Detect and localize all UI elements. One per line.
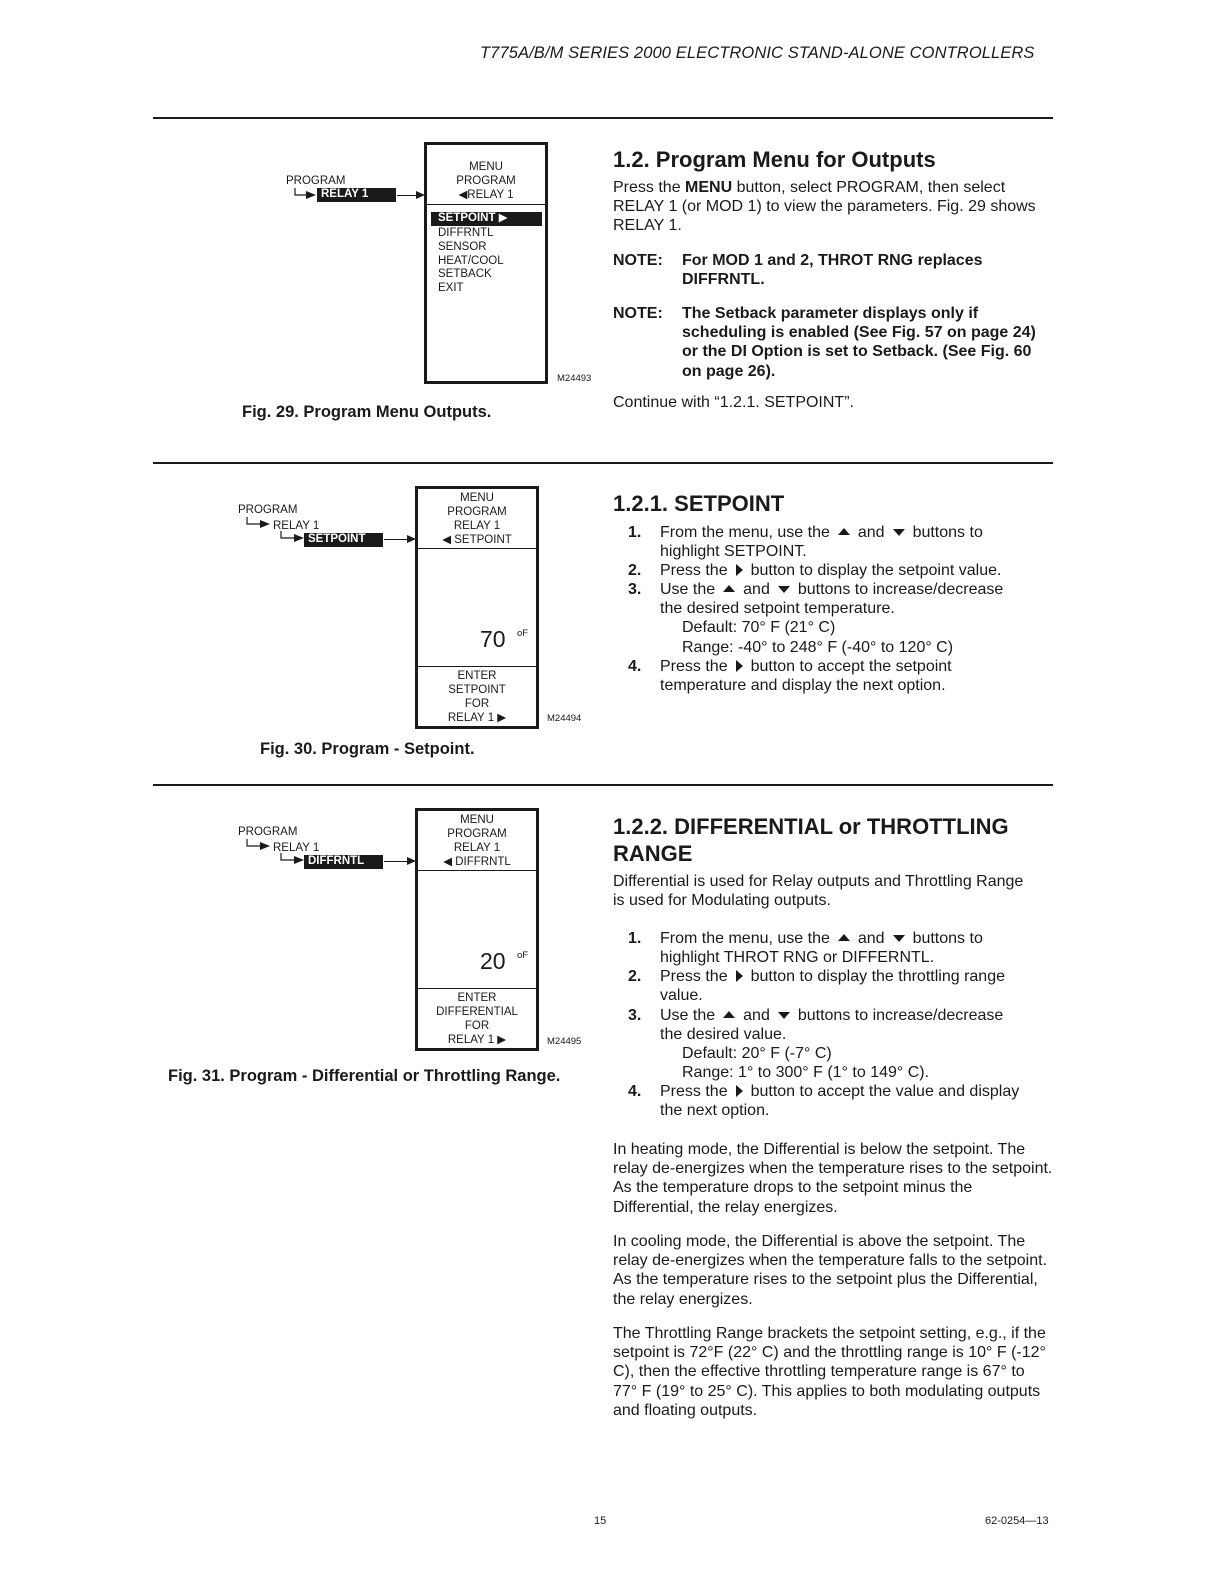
lcd-line: RELAY 1 ▶ [447,1034,507,1046]
page-number: 15 [594,1515,607,1527]
path-program: PROGRAM [238,504,298,516]
lcd-line: RELAY 1 [453,520,501,532]
path-item-highlight: DIFFRNTL [304,855,383,869]
lcd-line: SETPOINT [448,684,506,696]
step-3: 3. Use the and buttons to increase/decrease the desired value. [628,1007,1004,1044]
document-number: 62-0254—13 [985,1515,1049,1527]
lcd-line: MENU [469,161,503,173]
lcd-separator [418,870,536,871]
right-arrow-icon [736,660,743,672]
lcd-line: DIFFERENTIAL [436,1006,518,1018]
step-4: 4. Press the button to accept the value and display the next option. [628,1083,1020,1120]
lcd-display [415,808,539,1051]
connector-line [384,539,408,540]
step-3: 3. Use the and buttons to increase/decrease the desired setpoint temperature. [628,581,1004,618]
paragraph: Press the MENU button, select PROGRAM, then select RELAY 1 (or MOD 1) to view the parameters. Fig. 29 shows RELAY 1. [613,179,1036,235]
path-branch-icon [280,853,306,865]
up-arrow-icon [838,934,850,941]
right-triangle-icon: ▶ [498,212,508,224]
section-heading-line: 1.2.2. DIFFERENTIAL or THROTTLING [613,814,1009,839]
step-2: 2. Press the button to display the throttling range value. [628,968,1005,1005]
step-1: 1. From the menu, use the and buttons to highlight THROT RNG or DIFFERNTL. [628,930,983,967]
right-triangle-icon: ▶ [497,712,507,724]
path-program: PROGRAM [238,826,298,838]
step-1: 1. From the menu, use the and buttons to highlight SETPOINT. [628,524,983,561]
note [613,251,1053,291]
divider [153,784,1053,786]
paragraph: In cooling mode, the Differential is above the setpoint. The relay de-energizes when the temperature falls to the setpoint. As the temperature rises to the setpoint plus the Differential, the relay energizes. [613,1233,1048,1308]
figure-code: M24495 [547,1036,582,1047]
lcd-line: MENU [460,492,494,504]
down-arrow-icon [893,529,905,536]
unit-label: oF [517,628,529,639]
lcd-line: RELAY 1 ▶ [447,712,507,724]
note-label: NOTE: [613,252,663,269]
lcd-line: ◀ DIFFRNTL [443,856,511,868]
lcd-line: MENU [460,814,494,826]
step-2: 2. Press the button to display the setpoint value. [628,562,1002,579]
path-relay-highlight: RELAY 1 [317,188,396,202]
paragraph: In heating mode, the Differential is below the setpoint. The relay de-energizes when the temperature rises to the setpoint. As the temperature drops to the setpoint minus the Differential, the relay energizes. [613,1141,1053,1216]
down-arrow-icon [893,935,905,942]
paragraph: Continue with “1.2.1. SETPOINT”. [613,394,854,411]
up-arrow-icon [723,585,735,592]
lcd-line: FOR [464,1020,490,1032]
lcd-separator [418,666,536,667]
up-arrow-icon [723,1011,735,1018]
note-text: The Setback parameter displays only if scheduling is enabled (See Fig. 57 on page 24) or the DI Option is set to Setback. (See Fig. 60 on page 26). [682,305,1036,380]
figure-code: M24493 [557,373,592,384]
down-arrow-icon [778,586,790,593]
menu-item: EXIT [438,282,464,294]
connector-line [397,195,417,196]
note-text: For MOD 1 and 2, THROT RNG replaces DIFFRNTL. [682,252,983,289]
divider [153,462,1053,464]
lcd-separator [427,204,545,205]
unit-label: oF [517,950,529,961]
lcd-line: ENTER [457,670,497,682]
lcd-display [415,486,539,729]
menu-item: SETBACK [438,268,492,280]
menu-item: HEAT/COOL [438,255,504,267]
path-item-highlight: SETPOINT [304,533,383,547]
left-triangle-icon: ◀ [458,189,468,201]
lcd-display [424,142,548,384]
right-triangle-icon: ▶ [497,1034,507,1046]
section-heading: 1.2. Program Menu for Outputs [613,147,936,172]
figure-caption: Fig. 29. Program Menu Outputs. [242,403,492,421]
menu-item: SENSOR [438,241,487,253]
lcd-separator [418,988,536,989]
running-header: T775A/B/M SERIES 2000 ELECTRONIC STAND-ALONE CONTROLLERS [480,44,1035,62]
left-triangle-icon: ◀ [442,534,455,546]
lcd-line: PROGRAM [447,828,507,840]
figure-caption: Fig. 30. Program - Setpoint. [260,740,475,758]
range-value: Range: -40° to 248° F (-40° to 120° C) [682,639,954,656]
paragraph: The Throttling Range brackets the setpoint setting, e.g., if the setpoint is 72°F (22° C) and the throttling range is 10° F (-12° C), then the effective throttling temperature range is 67° to 77° F (19° to 25° C). This applies to both modulating outputs and floating outputs. [613,1325,1046,1419]
paragraph-line: is used for Modulating outputs. [613,892,831,909]
connector-line [384,861,408,862]
lcd-line: ◀ SETPOINT [442,534,512,546]
default-value: Default: 70° F (21° C) [682,619,836,636]
figure-code: M24494 [547,713,582,724]
section-heading-line: RANGE [613,841,693,866]
setpoint-value: 70 [480,626,506,652]
divider [153,117,1053,119]
range-value: Range: 1° to 300° F (1° to 149° C). [682,1064,930,1081]
default-value: Default: 20° F (-7° C) [682,1045,832,1062]
right-arrow-icon [736,564,743,576]
path-branch-icon [246,517,272,529]
path-relay: RELAY 1 [273,520,320,532]
menu-item: DIFFRNTL [438,227,494,239]
right-arrow-icon [736,970,743,982]
lcd-line: PROGRAM [447,506,507,518]
path-branch-icon [246,839,272,851]
paragraph-line: Differential is used for Relay outputs and Throttling Range [613,873,1024,890]
differential-value: 20 [480,948,506,974]
menu-item-selected: SETPOINT ▶ [431,212,542,226]
lcd-line: PROGRAM [456,175,516,187]
lcd-line: FOR [464,698,490,710]
lcd-line: RELAY 1 [453,842,501,854]
section-heading: 1.2.1. SETPOINT [613,491,785,516]
path-relay: RELAY 1 [273,842,320,854]
lcd-line: ◀RELAY 1 [458,189,514,201]
step-4: 4. Press the button to accept the setpoint temperature and display the next option. [628,658,952,695]
right-arrow-icon [736,1085,743,1097]
path-branch-icon [294,188,318,200]
lcd-line: ENTER [457,992,497,1004]
lcd-separator [418,548,536,549]
left-triangle-icon: ◀ [443,856,456,868]
down-arrow-icon [778,1012,790,1019]
up-arrow-icon [838,528,850,535]
path-program: PROGRAM [286,175,346,187]
note-label: NOTE: [613,305,663,322]
note [613,304,1053,384]
path-branch-icon [280,531,306,543]
figure-caption: Fig. 31. Program - Differential or Throttling Range. [168,1067,561,1085]
